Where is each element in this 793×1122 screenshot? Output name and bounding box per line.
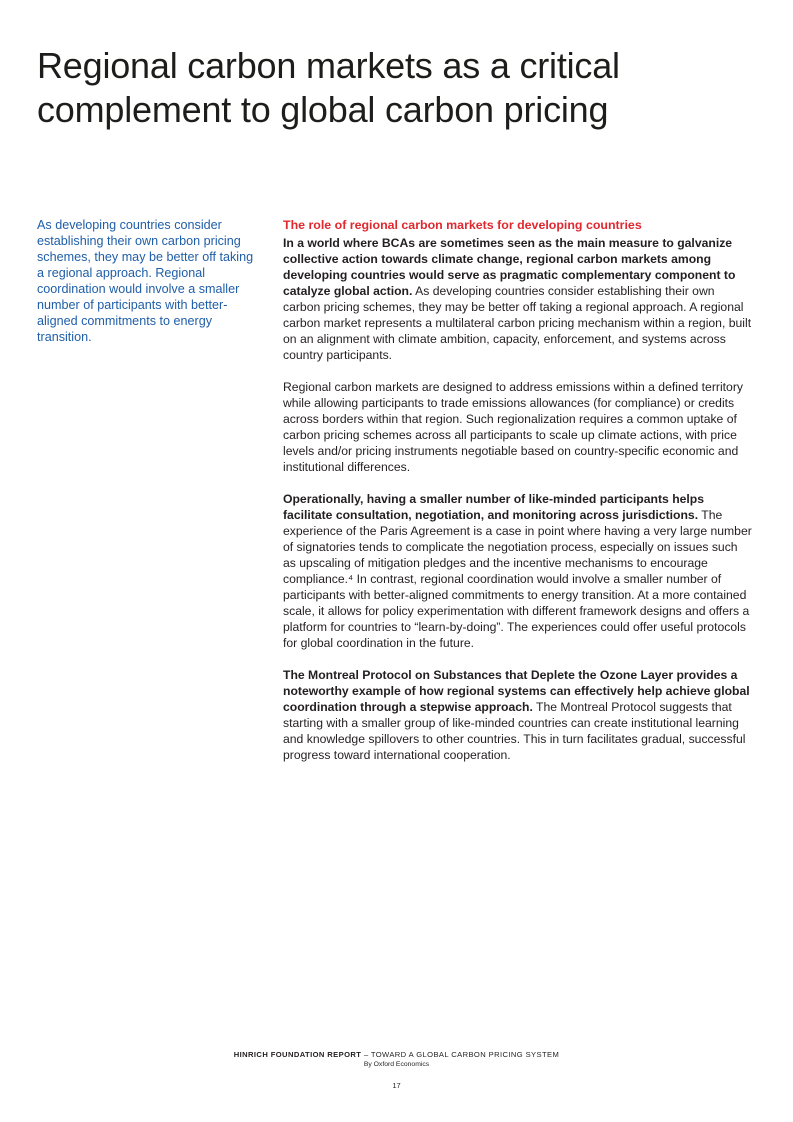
paragraph-text: As developing countries consider establishing their own carbon pricing schemes, they may be better off taking a regional approach. A regional carbon market represents a multilateral carbon pricing mechanism within a region, built on an alignment with climate ambition, capacity, enforcement, and systems across country participants. xyxy=(283,284,752,362)
footer-report-title xyxy=(0,1050,793,1060)
body-paragraph-3 xyxy=(283,491,753,651)
footer-report-subtitle: TOWARD A GLOBAL CARBON PRICING SYSTEM xyxy=(370,1050,560,1059)
paragraph-text: The experience of the Paris Agreement is a case in point where having a very large number of signatories tends to complicate the negotiation process, especially on issues such as upscaling of mitigation pledges and the incentive mechanisms to encourage compliance.⁴ In contrast, regional coordination would involve a smaller number of participants with better-aligned commitments to energy transition. At a more contained scale, it allows for policy experimentation with different framework designs and offers a platform for countries to “learn-by-doing”. The experiences could offer useful protocols for global coordination in the future. xyxy=(283,508,752,650)
footer-report-name: HINRICH FOUNDATION REPORT xyxy=(233,1050,362,1059)
paragraph-lead: Operationally, having a smaller number of like-minded participants helps facilitate consultation, negotiation, and monitoring across jurisdictions. xyxy=(283,492,705,522)
paragraph-text: Regional carbon markets are designed to address emissions within a defined territory while allowing participants to trade emissions allowances (for compliance) or credits across borders within that region. Such regionalization requires a common uptake of carbon pricing schemes across all participants to scale up climate actions, with price levels and/or pricing instruments negotiable based on country-specific economic and institutional differences. xyxy=(283,380,743,474)
page-title: Regional carbon markets as a critical complement to global carbon pricing xyxy=(37,45,620,130)
footer-separator: – xyxy=(361,1050,371,1059)
body-paragraph-1 xyxy=(283,235,753,363)
paragraph-lead: The Montreal Protocol on Substances that Deplete the Ozone Layer provides a noteworthy example of how regional systems can effectively help achieve global coordination through a stepwise approach. xyxy=(283,668,750,714)
page-footer xyxy=(0,1050,793,1091)
paragraph-text: The Montreal Protocol suggests that starting with a smaller group of like-minded countries can create institutional learning and knowledge spillovers to other countries. This in turn facilitates gradual, successful progress toward international cooperation. xyxy=(283,700,746,762)
paragraph-lead: In a world where BCAs are sometimes seen as the main measure to galvanize collective action towards climate change, regional carbon markets among developing countries would serve as pragmatic complementary component to catalyze global action. xyxy=(283,236,736,298)
body-paragraph-2 xyxy=(283,379,753,475)
main-column xyxy=(283,217,753,779)
sidebar-callout: As developing countries consider establishing their own carbon pricing schemes, they may be better off taking a regional approach. Regional coordination would involve a smaller number of participants with better-aligned commitments to energy transition. xyxy=(37,218,254,344)
section-heading: The role of regional carbon markets for developing countries xyxy=(283,218,642,232)
page-number: 17 xyxy=(392,1081,401,1090)
body-paragraph-4 xyxy=(283,667,753,763)
footer-byline: By Oxford Economics xyxy=(363,1061,430,1068)
